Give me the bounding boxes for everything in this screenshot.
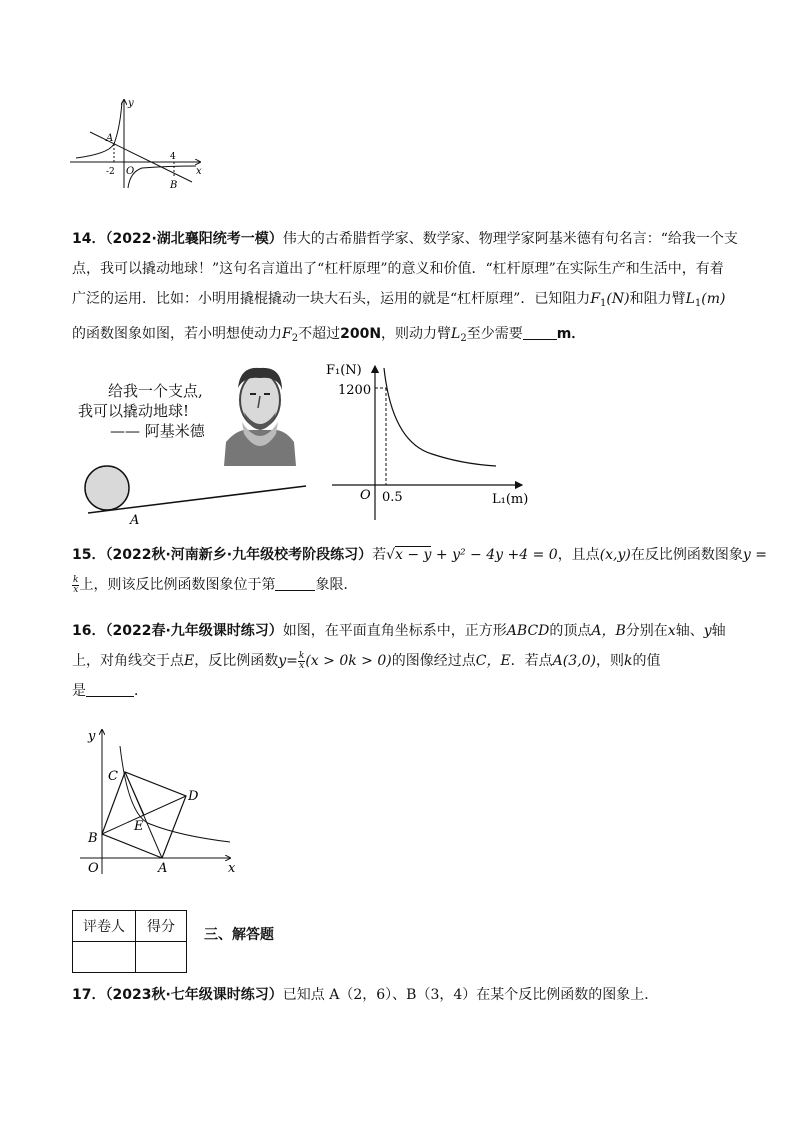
q16-line1e: 轴 <box>711 623 726 639</box>
q16-figure <box>80 726 240 876</box>
q14-unit: m． <box>556 326 586 342</box>
q16-label-d: D <box>188 789 199 804</box>
archimedes-portrait <box>220 362 300 466</box>
q17-source: （2023秋·七年级课时练习） <box>105 987 283 1003</box>
q14-source: （2022·湖北襄阳统考一模） <box>105 231 283 247</box>
q14-quote-line3: —— 阿基米德 <box>110 422 205 440</box>
q15-equation: √x − y + y² − 4y +4 = 0 <box>386 547 558 563</box>
q16-answer-blank[interactable] <box>86 680 134 697</box>
q15-source: （2022秋·河南新乡·九年级校考阶段练习） <box>105 547 373 563</box>
q14-200n: 200N <box>340 326 382 342</box>
question-14 <box>72 224 738 354</box>
lever-point-a: A <box>130 513 140 527</box>
q15-yeq: y = <box>742 547 767 563</box>
q14-picture <box>80 362 312 527</box>
q13-origin: O <box>126 166 135 177</box>
q16-line2a: 上，对角线交于点 <box>72 653 184 669</box>
q14-f1n: $F_1(N)$ <box>590 291 630 309</box>
q14-graph-ytick: 1200 <box>338 383 372 398</box>
q14-graph-origin: O <box>360 488 371 503</box>
q14-quote-line1: 给我一个支点, <box>108 382 203 400</box>
lever-figure <box>80 462 312 527</box>
q15-number: 15． <box>72 547 106 563</box>
question-15 <box>72 540 767 600</box>
q16-line1d: 轴、 <box>675 623 704 639</box>
q15-fraction: $\frac{k}{x}$ <box>73 574 79 595</box>
q15-text-b: ，且点 <box>557 547 600 563</box>
q17-text: 已知点 A（2，6）、B（3，4）在某个反比例函数的图象上． <box>282 987 659 1003</box>
q16-e: E <box>184 653 195 669</box>
q14-line3a: 广泛的运用．比如：小明用撬棍撬动一块大石头，运用的就是“杠杆原理”．已知阻力 <box>72 291 591 307</box>
reviewer-header: 评卷人 <box>73 911 136 942</box>
q16-k: k <box>623 653 633 669</box>
q15-point: (x,y) <box>599 547 631 563</box>
q16-line3: 是 <box>72 683 86 699</box>
question-17 <box>72 980 722 1010</box>
q16-x-label: x <box>228 861 236 876</box>
q13-point-b: B <box>170 180 178 191</box>
q15-text-a: 若 <box>372 547 387 563</box>
q13-tick-neg2: -2 <box>106 167 115 177</box>
q13-point-a: A <box>106 133 114 144</box>
q13-x-label: x <box>196 166 202 177</box>
q14-graph <box>322 362 540 524</box>
q16-label-b: B <box>88 831 98 846</box>
question-16 <box>72 616 726 706</box>
score-header: 得分 <box>136 911 187 942</box>
q16-line1c: 分别在 <box>625 623 668 639</box>
q14-graph-xtick: 0.5 <box>382 490 403 505</box>
q13-figure <box>68 96 208 191</box>
q14-line4a: 的函数图象如图，若小明想使动力 <box>72 326 282 342</box>
score-cell[interactable] <box>136 942 187 973</box>
q16-y: y <box>703 623 712 639</box>
q14-line4d: ，则动力臂 <box>381 326 452 342</box>
q15-text-d: 上，则该反比例函数图象位于第 <box>79 577 276 593</box>
q17-number: 17． <box>72 987 106 1003</box>
section-3-title: 三、解答题 <box>204 927 274 943</box>
q14-line3b: 和阻力臂 <box>629 291 686 307</box>
q16-point-a: A(3,0) <box>552 653 596 669</box>
q16-label-e: E <box>134 819 144 834</box>
q16-number: 16． <box>72 623 106 639</box>
q14-number: 14． <box>72 231 106 247</box>
q16-x: x <box>667 623 676 639</box>
q16-label-c: C <box>108 769 118 784</box>
q14-l1m: $L_1(m)$ <box>685 291 726 309</box>
q16-line2f: 的值 <box>632 653 661 669</box>
q16-source: （2022春·九年级课时练习） <box>105 623 283 639</box>
q14-graph-curve <box>384 368 496 466</box>
q16-line3-end: ． <box>134 683 148 699</box>
q15-answer-blank[interactable] <box>275 574 315 591</box>
stone <box>85 466 129 510</box>
reviewer-cell[interactable] <box>73 942 136 973</box>
q13-tick-4: 4 <box>170 152 176 162</box>
q16-line2d: ．若点 <box>510 653 553 669</box>
q16-label-a: A <box>158 861 168 876</box>
q14-quote-line2: 我可以撬动地球! <box>78 402 190 420</box>
q13-y-label: y <box>128 98 134 109</box>
q14-graph-ylabel: F₁(N) <box>326 363 362 378</box>
q14-answer-blank[interactable] <box>523 323 557 340</box>
q16-abcd: ABCD <box>506 623 550 639</box>
q13-hyperbola-left <box>76 102 122 158</box>
q16-function: y= $\frac{k}{x}$ (x > 0k > 0) <box>278 650 392 671</box>
q15-text-c: 在反比例函数图象 <box>630 547 743 563</box>
q14-l2: $L_2$ <box>451 326 467 344</box>
q16-line1a: 如图，在平面直角坐标系中，正方形 <box>282 623 507 639</box>
score-table <box>72 910 187 973</box>
q16-ce: C，E <box>475 653 511 669</box>
q14-line2: 点，我可以撬动地球！”这句名言道出了“杠杆原理”的意义和价值．“杠杆原理”在实际生产和生活中，有着 <box>72 261 724 277</box>
q16-line2b: ，反比例函数 <box>194 653 279 669</box>
q16-line2e: ，则 <box>595 653 624 669</box>
q13-hyperbola-right <box>128 166 196 188</box>
q16-line1b: 的顶点 <box>549 623 592 639</box>
q14-graph-xlabel: L₁(m) <box>492 492 529 507</box>
q14-line1: 伟大的古希腊哲学家、数学家、物理学家阿基米德有句名言：“给我一个支 <box>282 231 738 247</box>
q16-line2c: 的图像经过点 <box>391 653 476 669</box>
q14-line4b: 不超过 <box>298 326 341 342</box>
q16-ab: A，B <box>591 623 626 639</box>
q15-text-e: 象限． <box>315 577 358 593</box>
q16-origin: O <box>88 861 99 876</box>
q16-y-label: y <box>88 729 96 744</box>
q14-line4e: 至少需要 <box>466 326 523 342</box>
q14-f2: $F_2$ <box>282 326 299 344</box>
